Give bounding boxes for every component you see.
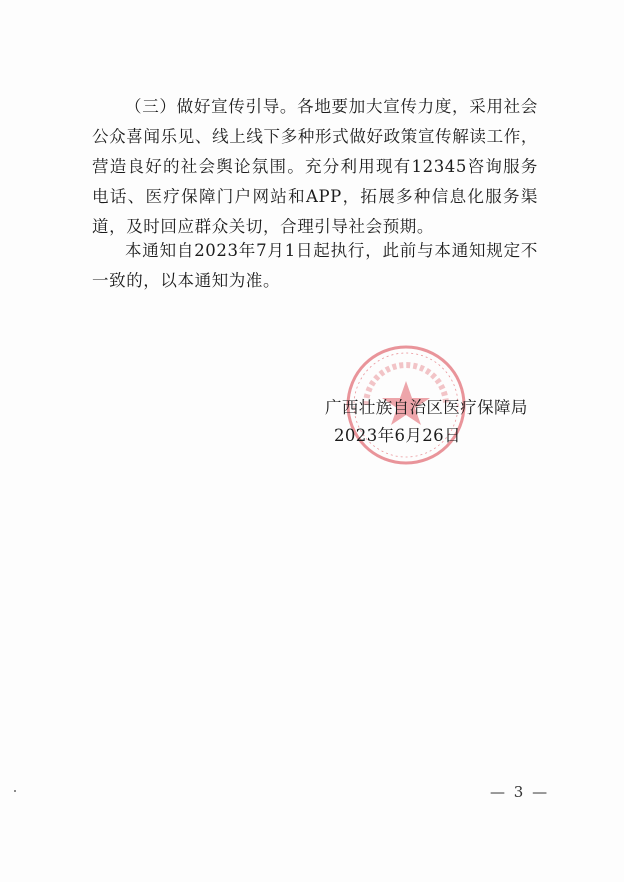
scan-speck bbox=[14, 790, 16, 792]
signing-date: 2023年6月26日 bbox=[334, 426, 461, 445]
page-number: — 3 — bbox=[490, 783, 550, 801]
signature-block bbox=[318, 394, 538, 450]
body-paragraph-publicity: （三）做好宣传引导。各地要加大宣传力度，采用社会公众喜闻乐见、线上线下多种形式做好政策宣传解读工作，营造良好的社会舆论氛围。充分利用现有12345咨询服务电话、医疗保障门户网站和APP，拓展多种信息化服务渠道，及时回应群众关切，合理引导社会预期。 bbox=[92, 97, 538, 236]
body-paragraph-effective-date: 本通知自2023年7月1日起执行，此前与本通知规定不一致的，以本通知为准。 bbox=[92, 241, 538, 290]
signing-organization: 广西壮族自治区医疗保障局 bbox=[325, 398, 528, 417]
